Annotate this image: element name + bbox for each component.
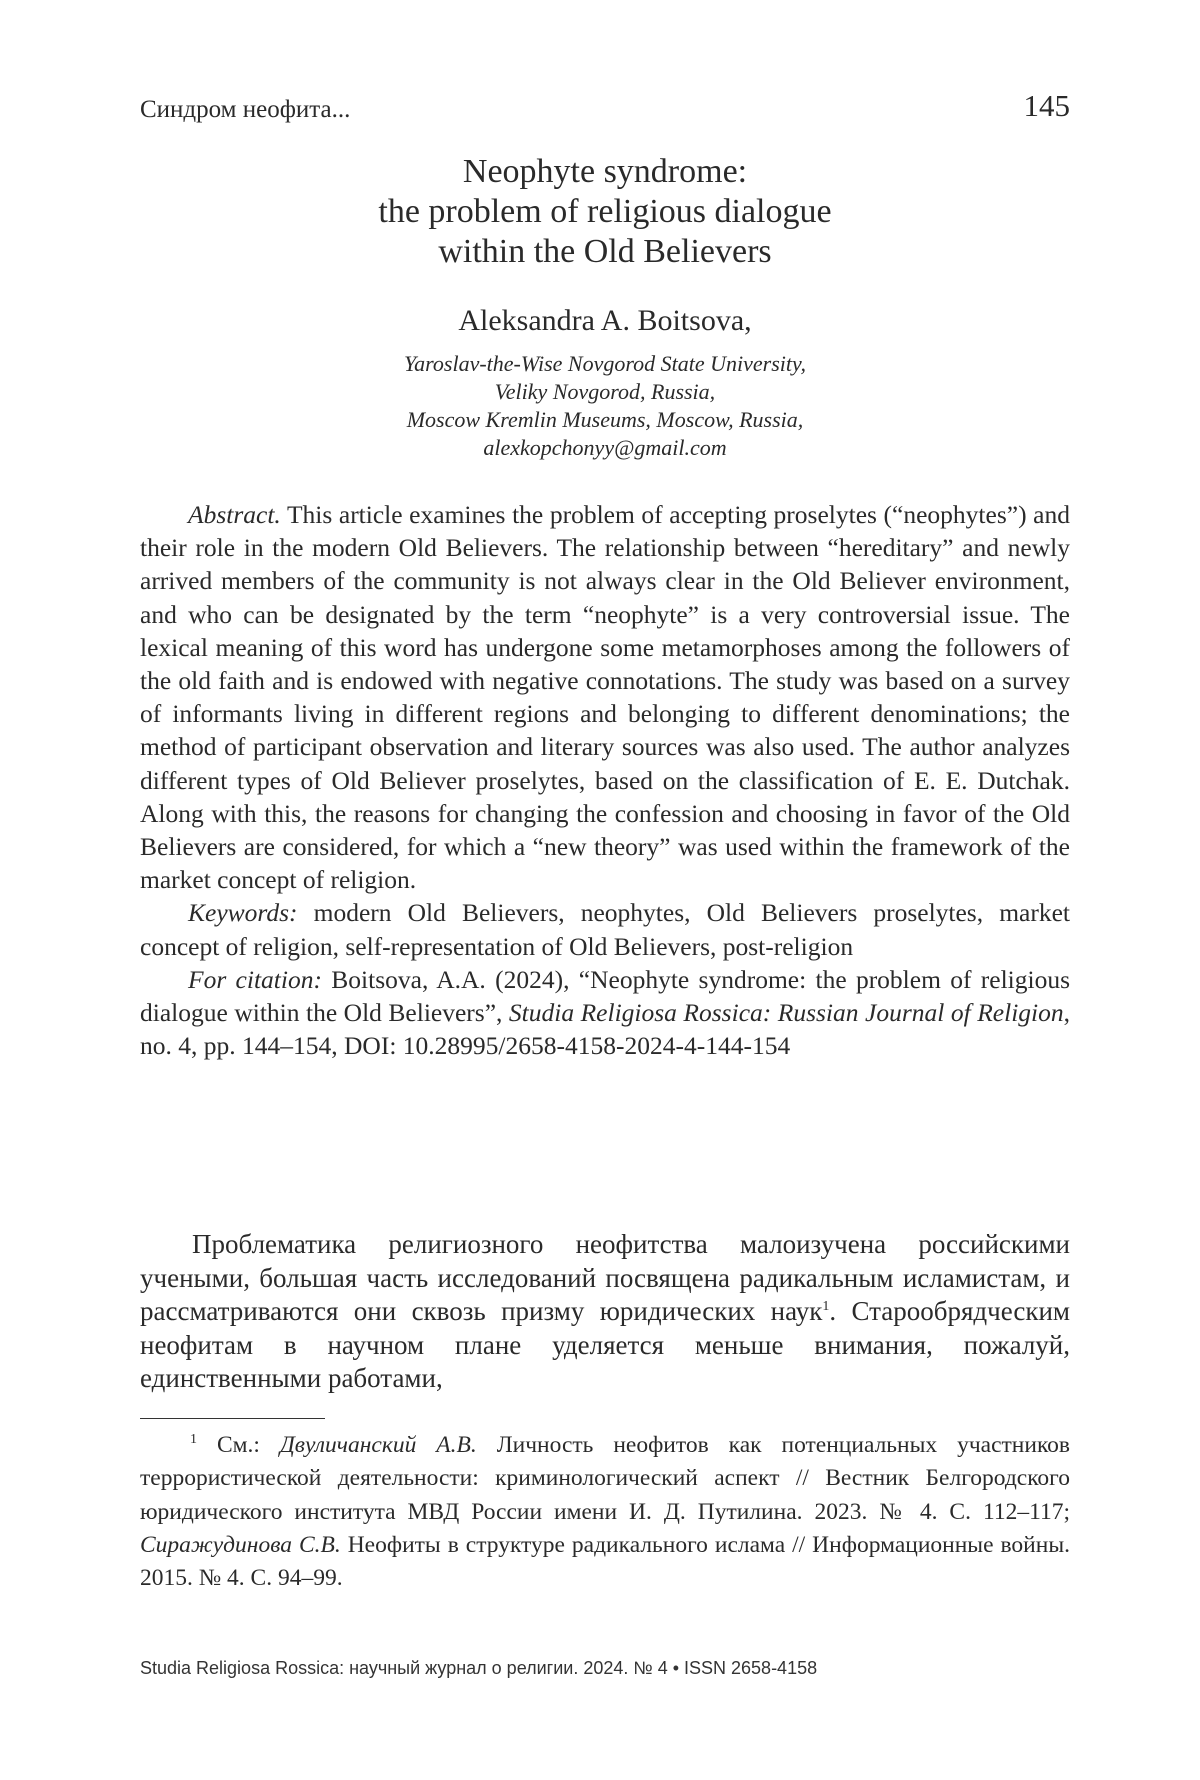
affiliation-line: Veliky Novgorod, Russia,	[494, 379, 716, 404]
article-title-line: Neophyte syndrome:	[462, 153, 748, 190]
footnote-paragraph	[140, 1429, 1070, 1595]
keywords-label: Keywords:	[188, 898, 298, 928]
footnote-author: Двуличанский А.В.	[279, 1432, 477, 1458]
running-head	[140, 88, 1070, 128]
author-email: alexkopchonyy@gmail.com	[483, 435, 727, 460]
footnote-reference[interactable]: 1	[822, 1299, 830, 1315]
page-number: 145	[1023, 88, 1070, 123]
citation-text: Boitsova, A.A. (2024), “Neophyte syndrome: the problem of religious dialogue within the Old Believers”,	[140, 964, 1071, 1028]
citation-details: , no. 4, pp. 144–154, DOI: 10.28995/2658-4158-2024-4-144-154	[140, 998, 1070, 1061]
keywords-text: modern Old Believers, neophytes, Old Believers proselytes, market concept of religion, self-representation of Old Believers, post-religion	[140, 898, 1070, 961]
affiliation-line: Moscow Kremlin Museums, Moscow, Russia,	[406, 407, 804, 432]
body-text	[140, 1228, 1070, 1396]
body-paragraph	[140, 1228, 1070, 1396]
abstract-paragraph	[140, 498, 1070, 896]
abstract-block	[140, 498, 1070, 1062]
keywords-paragraph	[140, 896, 1070, 962]
footnote-text: Неофиты в структуре радикального ислама // Информационные войны. 2015. № 4. С. 94–99.	[140, 1531, 1070, 1592]
citation-paragraph	[140, 963, 1070, 1063]
footnote-see: См.:	[197, 1432, 280, 1458]
journal-page	[140, 0, 1070, 1780]
footnote-number: 1	[190, 1432, 197, 1448]
author-affiliation	[140, 350, 1070, 462]
page-footer: Studia Religiosa Rossica: научный журнал о религии. 2024. № 4 • ISSN 2658-4158	[140, 1658, 818, 1678]
article-title	[140, 152, 1070, 272]
author-name: Aleksandra A. Boitsova,	[458, 304, 752, 337]
body-text-part: . Старообрядческим неофитам в научном плане уделяется меньше внимания, пожалуй, единственными работами,	[140, 1296, 1071, 1394]
footnote-author: Сиражудинова С.В.	[140, 1531, 341, 1558]
running-title: Синдром неофита...	[140, 96, 351, 123]
citation-journal: Studia Religiosa Rossica: Russian Journal of Religion	[508, 998, 1064, 1028]
abstract-text: This article examines the problem of accepting proselytes (“neophytes”) and their role in the modern Old Believers. The relationship between “hereditary” and newly arrived members of the community is not always clear in the Old Believer environment, and who can be designated by the term “neophyte” is a very controversial issue. The lexical meaning of this word has undergone some metamorphoses among the followers of the old faith and is endowed with negative connotations. The study was based on a survey of informants living in different regions and belonging to different denominations; the method of participant observation and literary sources was also used. The author analyzes different types of Old Believer proselytes, based on the classification of E. E. Dutchak. Along with this, the reasons for changing the confession and choosing in favor of the Old Believers are considered, for which a “new theory” was used within the framework of the market concept of religion.	[140, 500, 1070, 895]
citation-label: For citation:	[188, 964, 322, 994]
footnote-text: Личность неофитов как потенциальных участников террористической деятельности: криминологический аспект // Вестник Белгородского юридического института МВД России имени И. Д. Путилина. 2023. № 4. С. 112–117;	[140, 1432, 1071, 1525]
article-title-line: within the Old Believers	[438, 233, 772, 270]
article-title-line: the problem of religious dialogue	[378, 193, 832, 230]
body-text-part: Проблематика религиозного неофитства малоизучена российскими учеными, большая часть исследований посвящена радикальным исламистам, и рассматриваются они сквозь призму юридических наук	[140, 1229, 1070, 1327]
abstract-label: Abstract.	[188, 500, 281, 529]
footnote	[140, 1429, 1070, 1595]
affiliation-line: Yaroslav-the-Wise Novgorod State University,	[403, 351, 807, 376]
footnote-divider	[140, 1418, 325, 1419]
